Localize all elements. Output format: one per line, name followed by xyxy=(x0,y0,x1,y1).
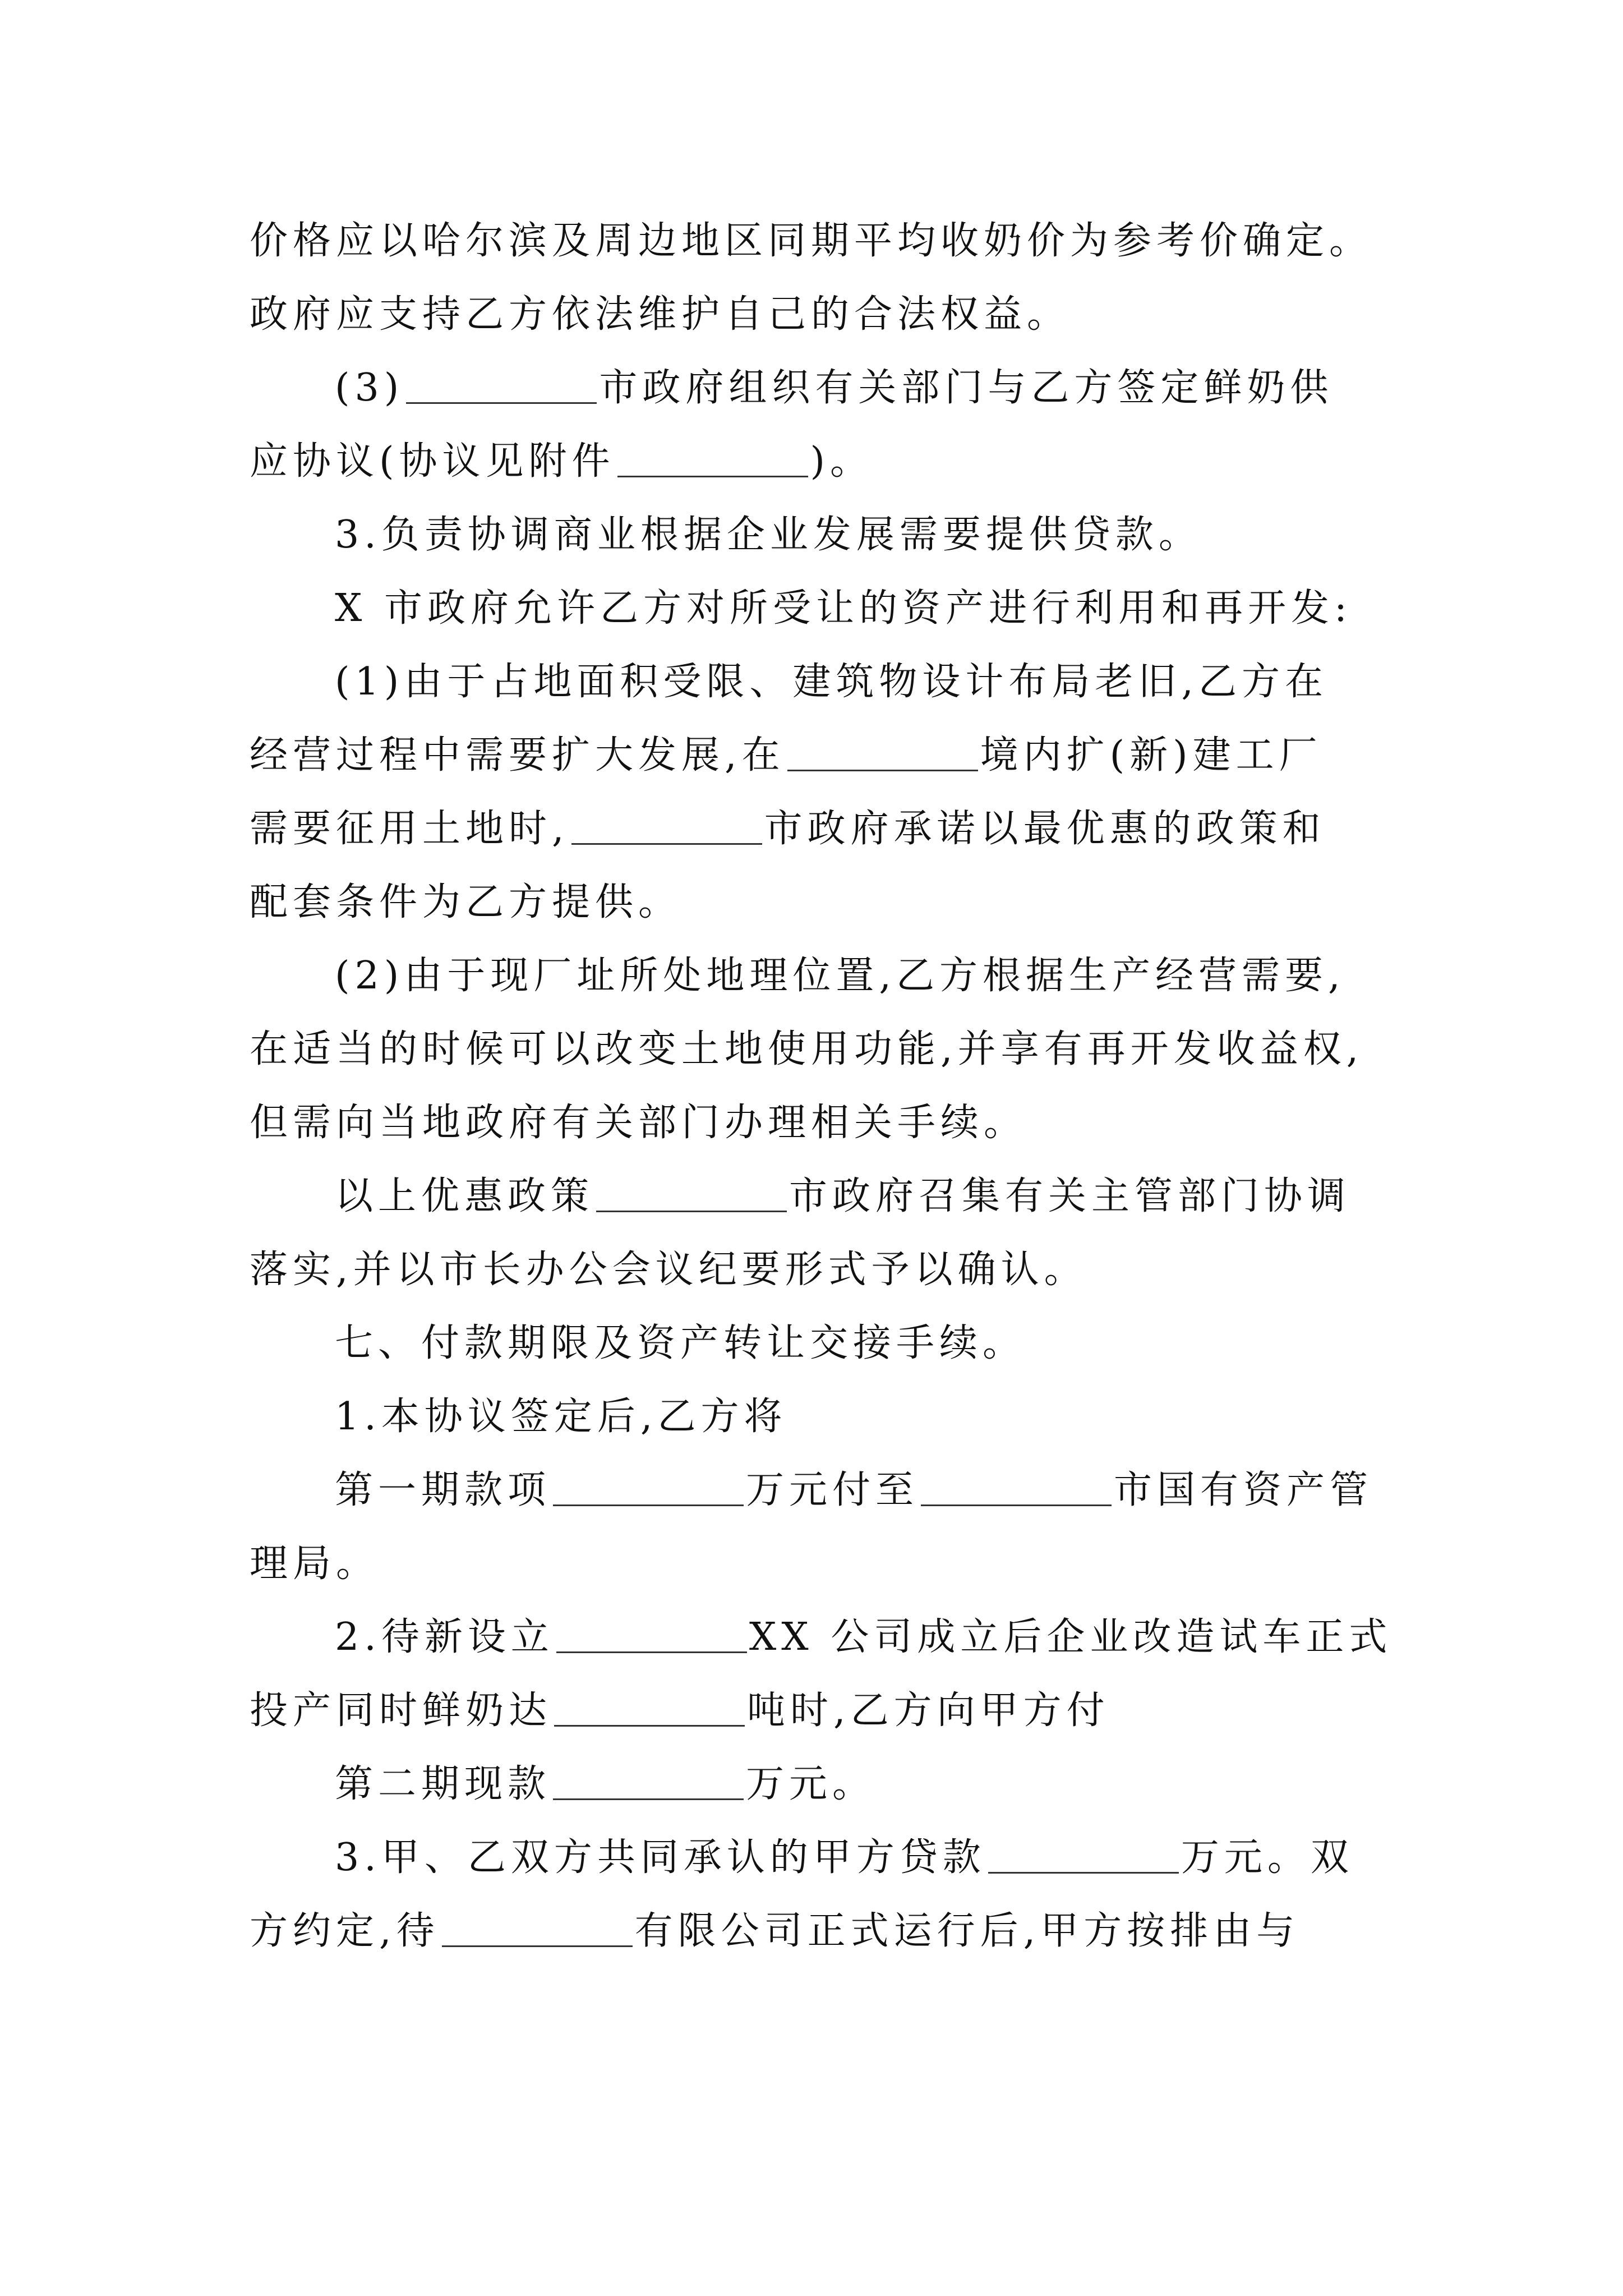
text-segment: 第二期现款 xyxy=(335,1762,551,1806)
text-segment: 3.负责协调商业根据企业发展需要提供贷款。 xyxy=(335,513,1202,557)
fill-in-blank xyxy=(553,1467,744,1506)
text-segment: X 市政府允许乙方对所受让的资产进行利用和再开发: xyxy=(335,586,1352,631)
text-segment: 需要征用土地时, xyxy=(250,807,569,851)
text-segment: 以上优惠政策 xyxy=(335,1174,594,1218)
text-segment: 方约定,待 xyxy=(250,1909,440,1953)
fill-in-blank xyxy=(596,1174,787,1212)
text-line xyxy=(335,945,1395,1007)
text-line xyxy=(335,1827,1395,1889)
text-segment: 万元。双 xyxy=(1181,1835,1354,1880)
text-segment: 1.本协议签定后,乙方将 xyxy=(335,1395,787,1439)
text-segment: 但需向当地政府有关部门办理相关手续。 xyxy=(250,1101,1027,1145)
text-segment: 价格应以哈尔滨及周边地区同期平均收奶价为参考价确定。 xyxy=(250,219,1373,263)
text-line xyxy=(335,1386,1395,1448)
text-segment: (2)由于现厂址所处地理位置,乙方根据生产经营需要, xyxy=(335,954,1345,998)
text-segment: 吨时,乙方向甲方付 xyxy=(747,1688,1110,1733)
text-line xyxy=(335,651,1395,713)
text-line xyxy=(250,872,1394,933)
text-segment: 七、付款期限及资产转让交接手续。 xyxy=(335,1321,1026,1365)
fill-in-blank xyxy=(921,1467,1112,1506)
text-line xyxy=(335,578,1395,639)
text-segment: 市政府召集有关主管部门协调 xyxy=(789,1174,1351,1218)
fill-in-blank xyxy=(554,1688,745,1727)
text-line xyxy=(335,1166,1395,1227)
text-segment: XX 公司成立后企业改造试车正式 xyxy=(749,1615,1393,1659)
text-segment: 2.待新设立 xyxy=(335,1615,554,1659)
text-line xyxy=(335,1607,1395,1668)
text-line xyxy=(250,1901,1394,1962)
text-segment: (3) xyxy=(335,366,404,410)
text-segment: (1)由于占地面积受限、建筑物设计布局老旧,乙方在 xyxy=(335,660,1328,704)
fill-in-blank xyxy=(988,1835,1179,1874)
text-line xyxy=(250,1092,1394,1154)
text-segment: 理局。 xyxy=(250,1542,380,1586)
text-line xyxy=(250,431,1394,493)
text-line xyxy=(250,1533,1394,1595)
text-segment: 有限公司正式运行后,甲方按排由与 xyxy=(634,1909,1300,1953)
fill-in-blank xyxy=(787,733,978,771)
text-segment: 落实,并以市长办公会议纪要形式予以确认。 xyxy=(250,1248,1087,1292)
fill-in-blank xyxy=(556,1614,747,1653)
text-segment: 万元付至 xyxy=(746,1468,919,1512)
text-segment: 经营过程中需要扩大发展,在 xyxy=(250,733,785,777)
fill-in-blank xyxy=(553,1761,744,1800)
text-line xyxy=(250,210,1394,272)
text-segment: 配套条件为乙方提供。 xyxy=(250,880,682,924)
text-segment: 市政府承诺以最优惠的政策和 xyxy=(764,807,1326,851)
text-segment: 应协议(协议见附件 xyxy=(250,439,615,484)
text-segment: 万元。 xyxy=(746,1762,876,1806)
text-line xyxy=(335,1754,1395,1815)
text-line xyxy=(250,1680,1394,1742)
text-segment: )。 xyxy=(810,439,874,484)
text-segment: 政府应支持乙方依法维护自己的合法权益。 xyxy=(250,292,1071,337)
text-line xyxy=(250,798,1394,860)
text-segment: 市政府组织有关部门与乙方签定鲜奶供 xyxy=(599,366,1334,410)
text-segment: 境内扩(新)建工厂 xyxy=(980,733,1322,777)
text-line xyxy=(335,504,1395,566)
fill-in-blank xyxy=(442,1908,633,1947)
text-segment: 在适当的时候可以改变土地使用功能,并享有再开发收益权, xyxy=(250,1027,1364,1071)
text-segment: 3.甲、乙双方共同承认的甲方贷款 xyxy=(335,1835,986,1880)
text-line xyxy=(335,357,1395,419)
text-segment: 投产同时鲜奶达 xyxy=(250,1688,552,1733)
text-line xyxy=(250,1019,1394,1080)
text-line xyxy=(250,1239,1394,1301)
fill-in-blank xyxy=(617,439,808,477)
text-segment: 市国有资产管 xyxy=(1114,1468,1373,1512)
text-line xyxy=(250,725,1394,786)
fill-in-blank xyxy=(571,806,762,845)
text-line xyxy=(335,1460,1395,1521)
text-line xyxy=(250,284,1394,346)
fill-in-blank xyxy=(406,365,597,404)
text-segment: 第一期款项 xyxy=(335,1468,551,1512)
text-line xyxy=(335,1313,1395,1374)
